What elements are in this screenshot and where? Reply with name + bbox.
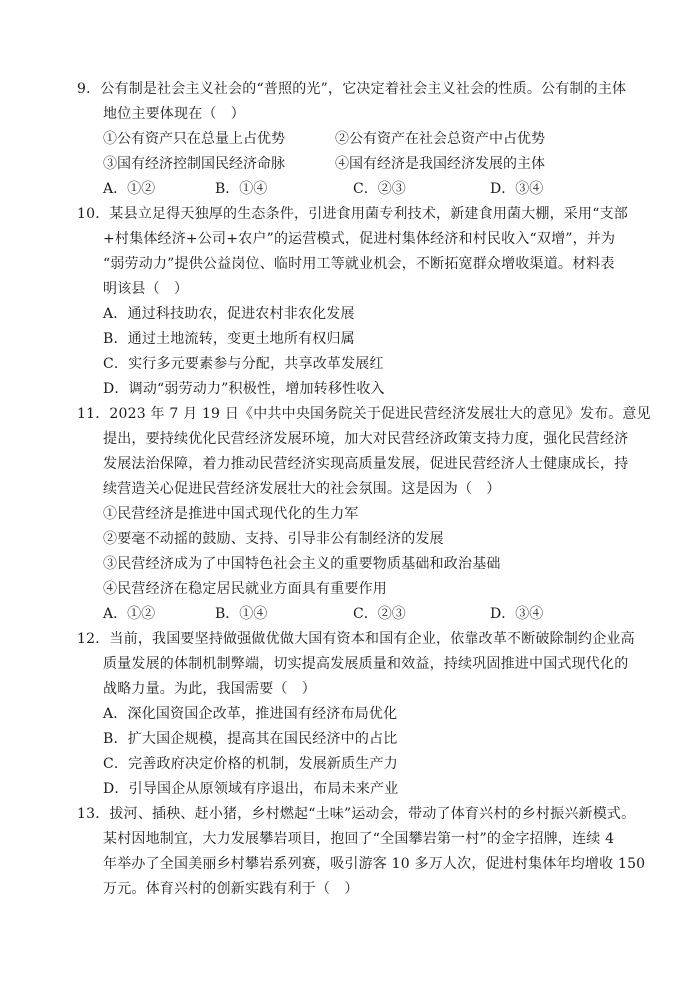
choice-a: A．深化国资国企改革，推进国有经济布局优化 — [103, 706, 398, 722]
question-13-stem-line-1: 13．拔河、插秧、赶小猪，乡村燃起“土味”运动会，带动了体育兴村的乡村振兴新模式。 — [77, 806, 636, 822]
question-13-stem-line-4: 万元。体育兴村的创新实践有利于（ ） — [103, 881, 359, 897]
choice-a: A．通过科技助农，促进农村非农化发展 — [103, 306, 355, 322]
statement-2: ②要毫不动摇的鼓励、支持、引导非公有制经济的发展 — [103, 531, 444, 547]
question-12-stem-line-2: 质量发展的体制机制弊端，切实提高发展质量和效益，持续巩固推进中国式现代化的 — [103, 656, 629, 672]
question-13-stem-line-3: 年举办了全国美丽乡村攀岩系列赛，吸引游客 10 多万人次，促进村集体年均增收 150 — [103, 856, 646, 872]
statement-1: ①公有资产只在总量上占优势 — [103, 131, 285, 147]
question-11-stem-line-2: 提出，要持续优化民营经济发展环境，加大对民营经济政策支持力度，强化民营经济 — [103, 431, 629, 447]
question-9-stem-line-1: 9．公有制是社会主义社会的“普照的光”，它决定着社会主义社会的性质。公有制的主体 — [77, 81, 627, 97]
question-12-stem-line-3: 战略力量。为此，我国需要（ ） — [103, 681, 316, 697]
choice-b: B．①④ — [215, 606, 268, 622]
choice-c: C．实行多元要素参与分配，共享改革发展红 — [103, 356, 384, 372]
choice-c: C．②③ — [353, 606, 406, 622]
statement-2: ②公有资产在社会总资产中占优势 — [335, 131, 545, 147]
statement-4: ④国有经济是我国经济发展的主体 — [335, 156, 545, 172]
question-9-stem-line-2: 地位主要体现在（ ） — [103, 106, 245, 122]
choice-d: D．③④ — [490, 181, 544, 197]
question-10-stem-line-1: 10．某县立足得天独厚的生态条件，引进食用菌专利技术，新建食用菌大棚，采用“支部 — [77, 206, 628, 222]
statement-3: ③国有经济控制国民经济命脉 — [103, 156, 285, 172]
choice-c: C．完善政府决定价格的机制，发展新质生产力 — [103, 756, 398, 772]
choice-d: D．③④ — [490, 606, 544, 622]
choice-a: A．①② — [103, 181, 156, 197]
question-11-stem-line-4: 续营造关心促进民营经济发展壮大的社会氛围。这是因为（ ） — [103, 481, 501, 497]
choice-b: B．①④ — [215, 181, 268, 197]
statement-3: ③民营经济成为了中国特色社会主义的重要物质基础和政治基础 — [103, 556, 501, 572]
question-10-stem-line-2: +村集体经济+公司+农户”的运营模式，促进村集体经济和村民收入“双增”，并为 — [103, 231, 616, 247]
statement-4: ④民营经济在稳定居民就业方面具有重要作用 — [103, 581, 387, 597]
statement-1: ①民营经济是推进中国式现代化的生力军 — [103, 506, 359, 522]
question-13-stem-line-2: 某村因地制宜，大力发展攀岩项目，抱回了“全国攀岩第一村”的金字招牌，连续 4 — [103, 831, 615, 847]
question-12-stem-line-1: 12．当前，我国要坚持做强做优做大国有资本和国有企业，依靠改革不断破除制约企业高 — [77, 631, 635, 647]
choice-c: C．②③ — [353, 181, 406, 197]
choice-a: A．①② — [103, 606, 156, 622]
choice-d: D．调动“弱劳动力”积极性，增加转移性收入 — [103, 381, 385, 397]
question-10-stem-line-3: “弱劳动力”提供公益岗位、临时用工等就业机会，不断拓宽群众增收渠道。材料表 — [103, 256, 615, 272]
question-10-stem-line-4: 明该县（ ） — [103, 281, 189, 297]
question-11-stem-line-1: 11．2023 年 7 月 19 日《中共中央国务院关于促进民营经济发展壮大的意见》发布。意见 — [77, 406, 651, 422]
question-11-stem-line-3: 发展法治保障，着力推动民营经济实现高质量发展，促进民营经济人士健康成长，持 — [103, 456, 629, 472]
choice-b: B．扩大国企规模，提高其在国民经济中的占比 — [103, 731, 398, 747]
choice-b: B．通过土地流转，变更土地所有权归属 — [103, 331, 355, 347]
choice-d: D．引导国企从原领域有序退出，布局未来产业 — [103, 781, 399, 797]
